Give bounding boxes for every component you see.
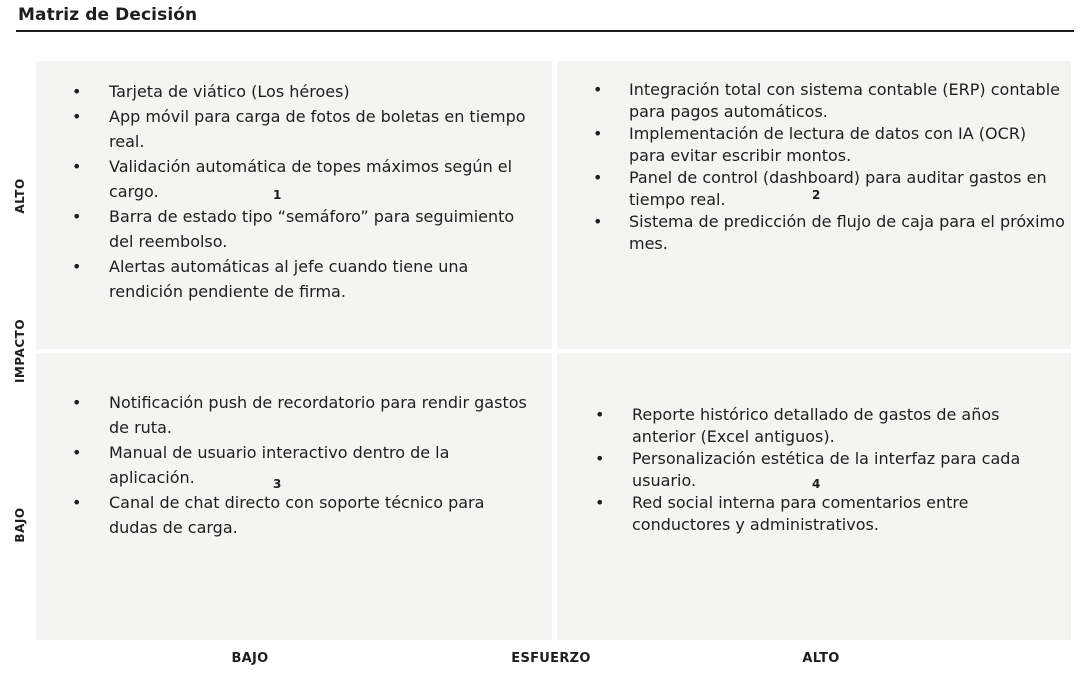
y-axis-title: IMPACTO — [13, 318, 27, 384]
x-axis-title: ESFUERZO — [511, 651, 591, 666]
list-item: • Panel de control (dashboard) para auditar gastos en tiempo real. — [557, 167, 1067, 211]
list-item: • Reporte histórico detallado de gastos de años anterior (Excel antiguos). — [557, 404, 1067, 448]
list-item: • Implementación de lectura de datos con IA (OCR) para evitar escribir montos. — [557, 123, 1067, 167]
quadrant-number: 3 — [273, 477, 282, 491]
list-item: • Red social interna para comentarios entre conductores y administrativos. — [557, 492, 1067, 536]
page-title: Matriz de Decisión — [18, 5, 198, 25]
y-axis-high-label: ALTO — [13, 178, 27, 214]
list-item: • Integración total con sistema contable (ERP) contable para pagos automáticos. — [557, 79, 1067, 123]
list-item: • Manual de usuario interactivo dentro de la aplicación. — [36, 440, 536, 490]
quadrant-3 — [36, 353, 552, 640]
quadrant-2 — [557, 61, 1071, 349]
quadrant-number: 1 — [273, 188, 282, 202]
y-axis-low-label: BAJO — [13, 507, 27, 543]
list-item: • Tarjeta de viático (Los héroes) — [36, 79, 536, 104]
quadrant-1-list — [36, 79, 536, 304]
list-item: • Personalización estética de la interfaz para cada usuario. — [557, 448, 1067, 492]
list-item: • Validación automática de topes máximos según el cargo. — [36, 154, 536, 204]
title-divider — [16, 30, 1074, 32]
quadrant-number: 4 — [812, 477, 821, 491]
quadrant-3-list — [36, 390, 536, 540]
list-item: • Notificación push de recordatorio para rendir gastos de ruta. — [36, 390, 536, 440]
list-item: • App móvil para carga de fotos de boletas en tiempo real. — [36, 104, 536, 154]
quadrant-4 — [557, 353, 1071, 640]
quadrant-number: 2 — [812, 188, 821, 202]
quadrant-1 — [36, 61, 552, 349]
list-item: • Sistema de predicción de flujo de caja para el próximo mes. — [557, 211, 1067, 255]
list-item: • Barra de estado tipo “semáforo” para seguimiento del reembolso. — [36, 204, 536, 254]
list-item: • Canal de chat directo con soporte técnico para dudas de carga. — [36, 490, 536, 540]
x-axis-high-label: ALTO — [802, 651, 840, 666]
x-axis-low-label: BAJO — [231, 651, 269, 666]
list-item: • Alertas automáticas al jefe cuando tiene una rendición pendiente de firma. — [36, 254, 536, 304]
quadrant-2-list — [557, 79, 1067, 255]
quadrant-4-list — [557, 404, 1067, 536]
